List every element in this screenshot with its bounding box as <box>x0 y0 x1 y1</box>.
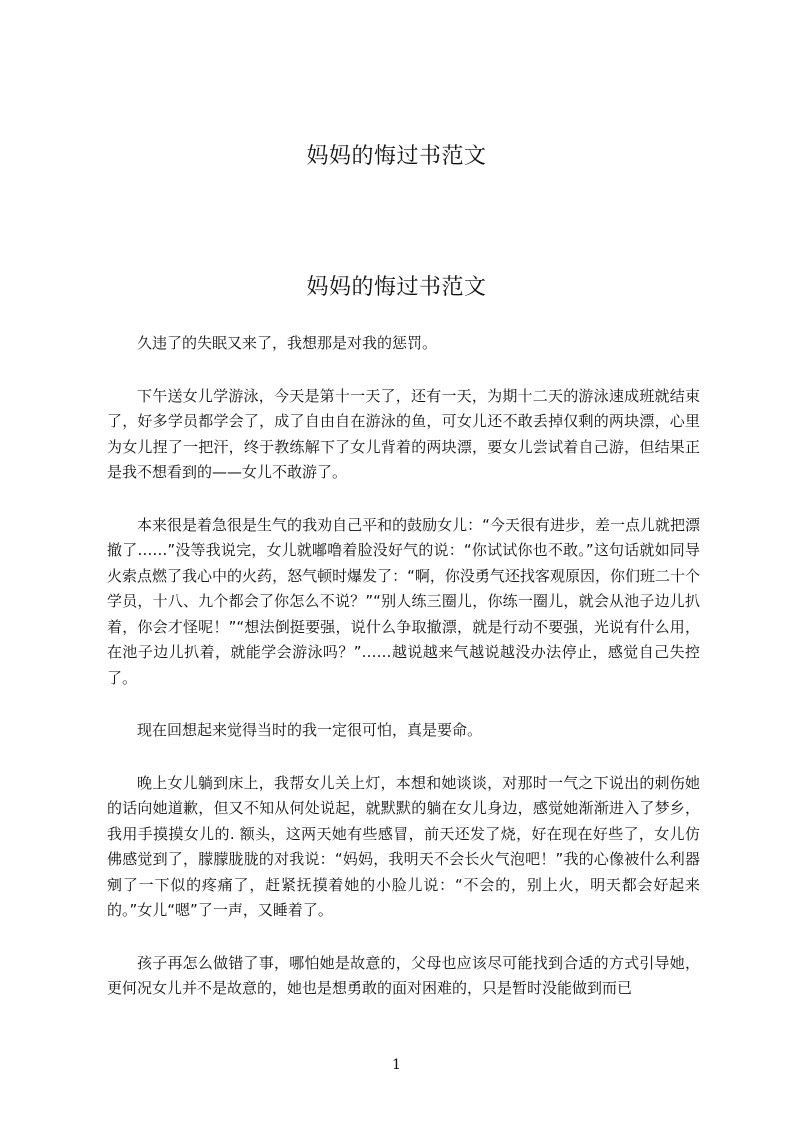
paragraph: 下午送女儿学游泳，今天是第十一天了，还有一天，为期十二天的游泳速成班就结束了，好多学员都学会了，成了自由自在游泳的鱼，可女儿还不敢丢掉仅剩的两块漂，心里为女儿捏了一把汗，终于教练解下了女儿背着的两块漂，要女儿尝试着自己游，但结果正是我不想看到的——女儿不敢游了。 <box>107 386 700 481</box>
paragraph: 本来很是着急很是生气的我劝自己平和的鼓励女儿：“今天很有进步，差一点儿就把漂撤了……”没等我说完，女儿就嘟噜着脸没好气的说：“你试试你也不敢。”这句话就如同导火索点燃了我心中的火药，怒气顿时爆发了：“啊，你没勇气还找客观原因，你们班二十个学员，十八、九个都会了你怎么不说？”“别人练三圈儿，你练一圈儿，就会从池子边儿扒着，你会才怪呢！”“想法倒挺要强，说什么争取撤漂，就是行动不要强，光说有什么用，在池子边儿扒着，就能学会游泳吗？”……越说越来气越说越没办法停止，感觉自己失控了。 <box>107 515 700 687</box>
paragraph: 久违了的失眠又来了，我想那是对我的惩罚。 <box>137 334 438 352</box>
document-title: 妈妈的悔过书范文 <box>306 275 487 300</box>
paragraph: 晚上女儿躺到床上，我帮女儿关上灯，本想和她谈谈，对那时一气之下说出的刺伤她的话向她道歉，但又不知从何处说起，就默默的躺在女儿身边，感觉她渐渐进入了梦乡，我用手摸摸女儿的. 额头，这两天她有些感冒，前天还发了烧，好在现在好些了，女儿仿佛感觉到了，朦朦胧胧的对我说：“妈妈，我明天不会长火气泡吧！”我的心像被什么利器剜了一下似的疼痛了，赶紧抚摸着她的小脸儿说：“不会的，别上火，明天都会好起来的。”女儿“嗯”了一声，又睡着了。 <box>107 773 700 919</box>
page-header-title: 妈妈的悔过书范文 <box>306 144 487 169</box>
paragraph: 现在回想起来觉得当时的我一定很可怕，真是要命。 <box>137 721 483 739</box>
paragraph: 孩子再怎么做错了事，哪怕她是故意的，父母也应该尽可能找到合适的方式引导她，更何况女儿并不是故意的，她也是想勇敢的面对困难的，只是暂时没能做到而已 <box>107 953 700 997</box>
page-number: 1 <box>392 1057 401 1073</box>
document-body <box>107 331 700 1029</box>
